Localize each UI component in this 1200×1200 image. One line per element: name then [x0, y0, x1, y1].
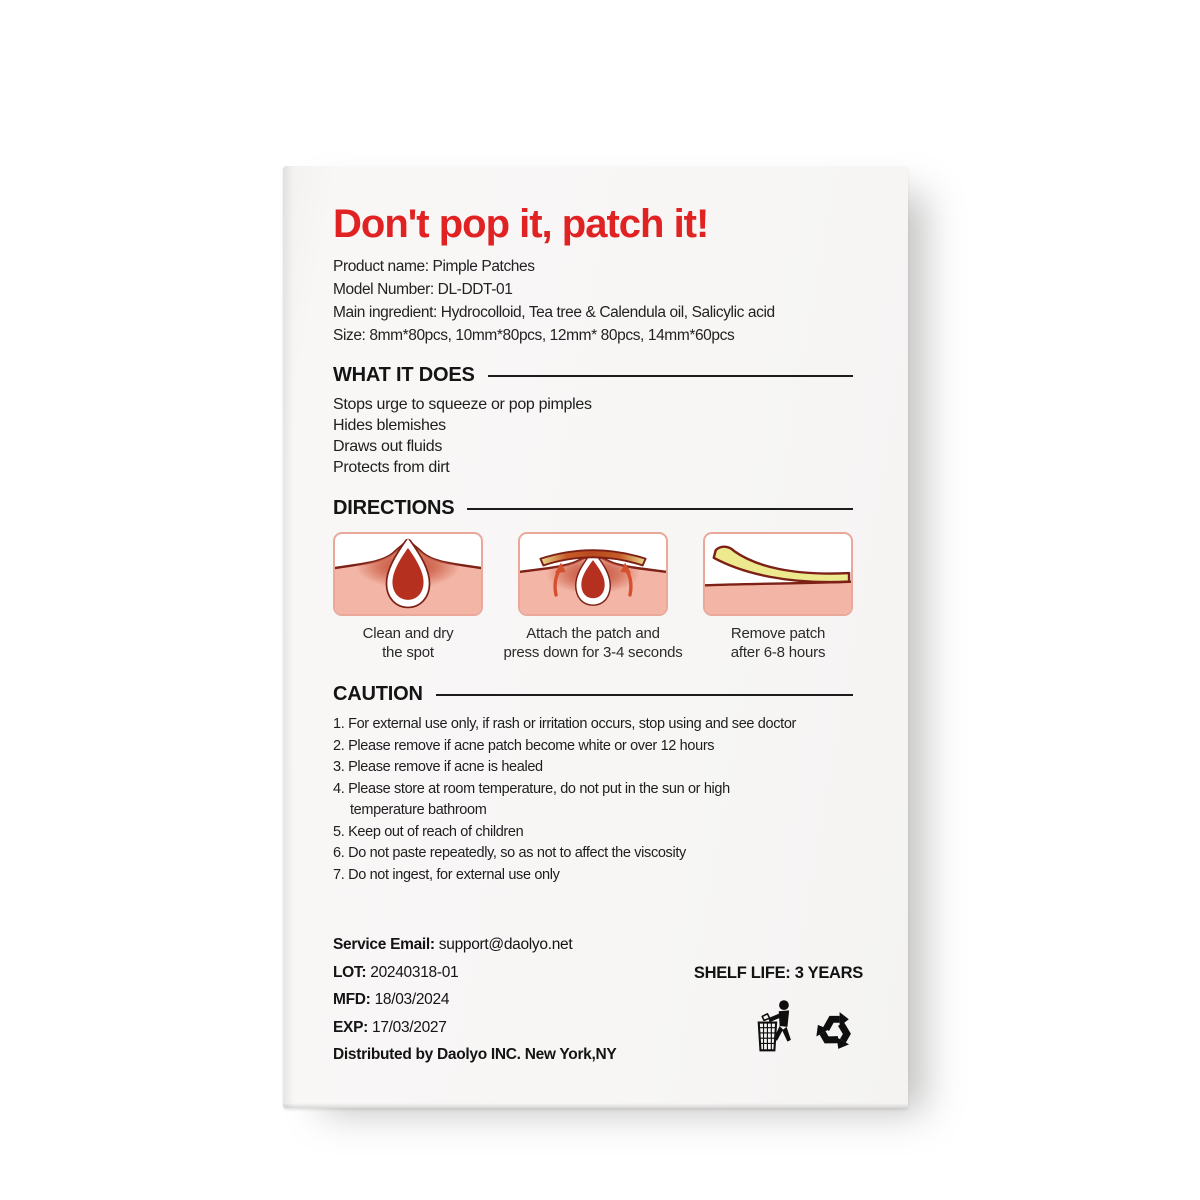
footer-block: [333, 931, 863, 1069]
service-email-value: support@daolyo.net: [438, 936, 573, 953]
caution-item: 6. Do not paste repeatedly, so as not to affect the viscosity: [333, 845, 686, 861]
list-item: Stops urge to squeeze or pop pimples: [333, 396, 592, 413]
caption-line: Remove patch: [730, 625, 826, 642]
direction-step-1: [333, 532, 483, 662]
direction-step-3: [703, 532, 853, 662]
what-it-does-list: [333, 394, 853, 478]
distributed-line: Distributed by Daolyo INC. New York,NY: [333, 1046, 617, 1063]
mfd-value: 18/03/2024: [374, 991, 450, 1008]
tidyman-icon: [757, 998, 797, 1054]
service-email-label: Service Email:: [333, 936, 435, 953]
section-caution-heading: [333, 683, 853, 706]
list-item: Protects from dirt: [333, 459, 450, 476]
caption-line: press down for 3-4 seconds: [503, 644, 683, 661]
caution-item: 5. Keep out of reach of children: [333, 823, 524, 840]
service-email-line: [333, 931, 853, 959]
step-caption: [731, 624, 826, 662]
patch-peel-off-illustration: [703, 532, 853, 616]
main-ingredient-line: Main ingredient: Hydrocolloid, Tea tree & Calendula oil, Salicylic acid: [333, 304, 775, 321]
caption-line: Attach the patch and: [526, 625, 660, 642]
pimple-cross-section-illustration: [333, 532, 483, 616]
shelf-life-text: SHELF LIFE: 3 YEARS: [693, 964, 863, 982]
step-caption: [363, 624, 454, 662]
section-divider: [488, 375, 853, 377]
caution-item: 2. Please remove if acne patch become white or over 12 hours: [333, 737, 715, 754]
what-it-does-heading: WHAT IT DOES: [333, 364, 475, 386]
recycle-icon: [811, 1008, 859, 1054]
patch-applied-illustration: [518, 532, 668, 616]
list-item: Hides blemishes: [333, 417, 446, 434]
caption-line: after 6-8 hours: [730, 644, 826, 661]
lot-label: LOT:: [333, 963, 367, 981]
directions-steps: [333, 532, 853, 662]
mfd-label: MFD:: [333, 991, 371, 1008]
exp-value: 17/03/2027: [372, 1018, 447, 1036]
lot-value: 20240318-01: [370, 963, 459, 981]
section-directions-heading: [333, 497, 853, 520]
page-title: Don't pop it, patch it!: [333, 202, 709, 246]
caution-item: 4. Please store at room temperature, do not put in the sun or high temperature bathroom: [333, 780, 730, 818]
list-item: Draws out fluids: [333, 438, 443, 455]
caution-item: 3. Please remove if acne is healed: [333, 759, 543, 775]
caption-line: the spot: [382, 644, 434, 661]
direction-step-2: [503, 532, 683, 662]
size-line: Size: 8mm*80pcs, 10mm*80pcs, 12mm* 80pcs, 14mm*60pcs: [333, 327, 735, 344]
product-name-line: Product name: Pimple Patches: [333, 258, 535, 275]
section-what-it-does-heading: [333, 364, 853, 387]
caution-item: 7. Do not ingest, for external use only: [333, 866, 560, 883]
caution-heading: CAUTION: [333, 683, 423, 705]
product-info: [333, 255, 853, 347]
section-divider: [467, 508, 853, 510]
footer-right-column: [633, 964, 863, 1054]
section-divider: [436, 694, 853, 696]
caution-item: 1. For external use only, if rash or irritation occurs, stop using and see doctor: [333, 716, 797, 732]
model-number-line: Model Number: DL-DDT-01: [333, 281, 513, 298]
caption-line: Clean and dry: [362, 625, 454, 642]
directions-heading: DIRECTIONS: [333, 497, 455, 519]
caution-list: [333, 714, 853, 886]
exp-label: EXP:: [333, 1018, 368, 1036]
panel-content: [333, 166, 863, 1069]
disposal-icons: [633, 998, 863, 1054]
step-caption: [503, 624, 682, 662]
product-box-back-panel: [283, 166, 908, 1108]
